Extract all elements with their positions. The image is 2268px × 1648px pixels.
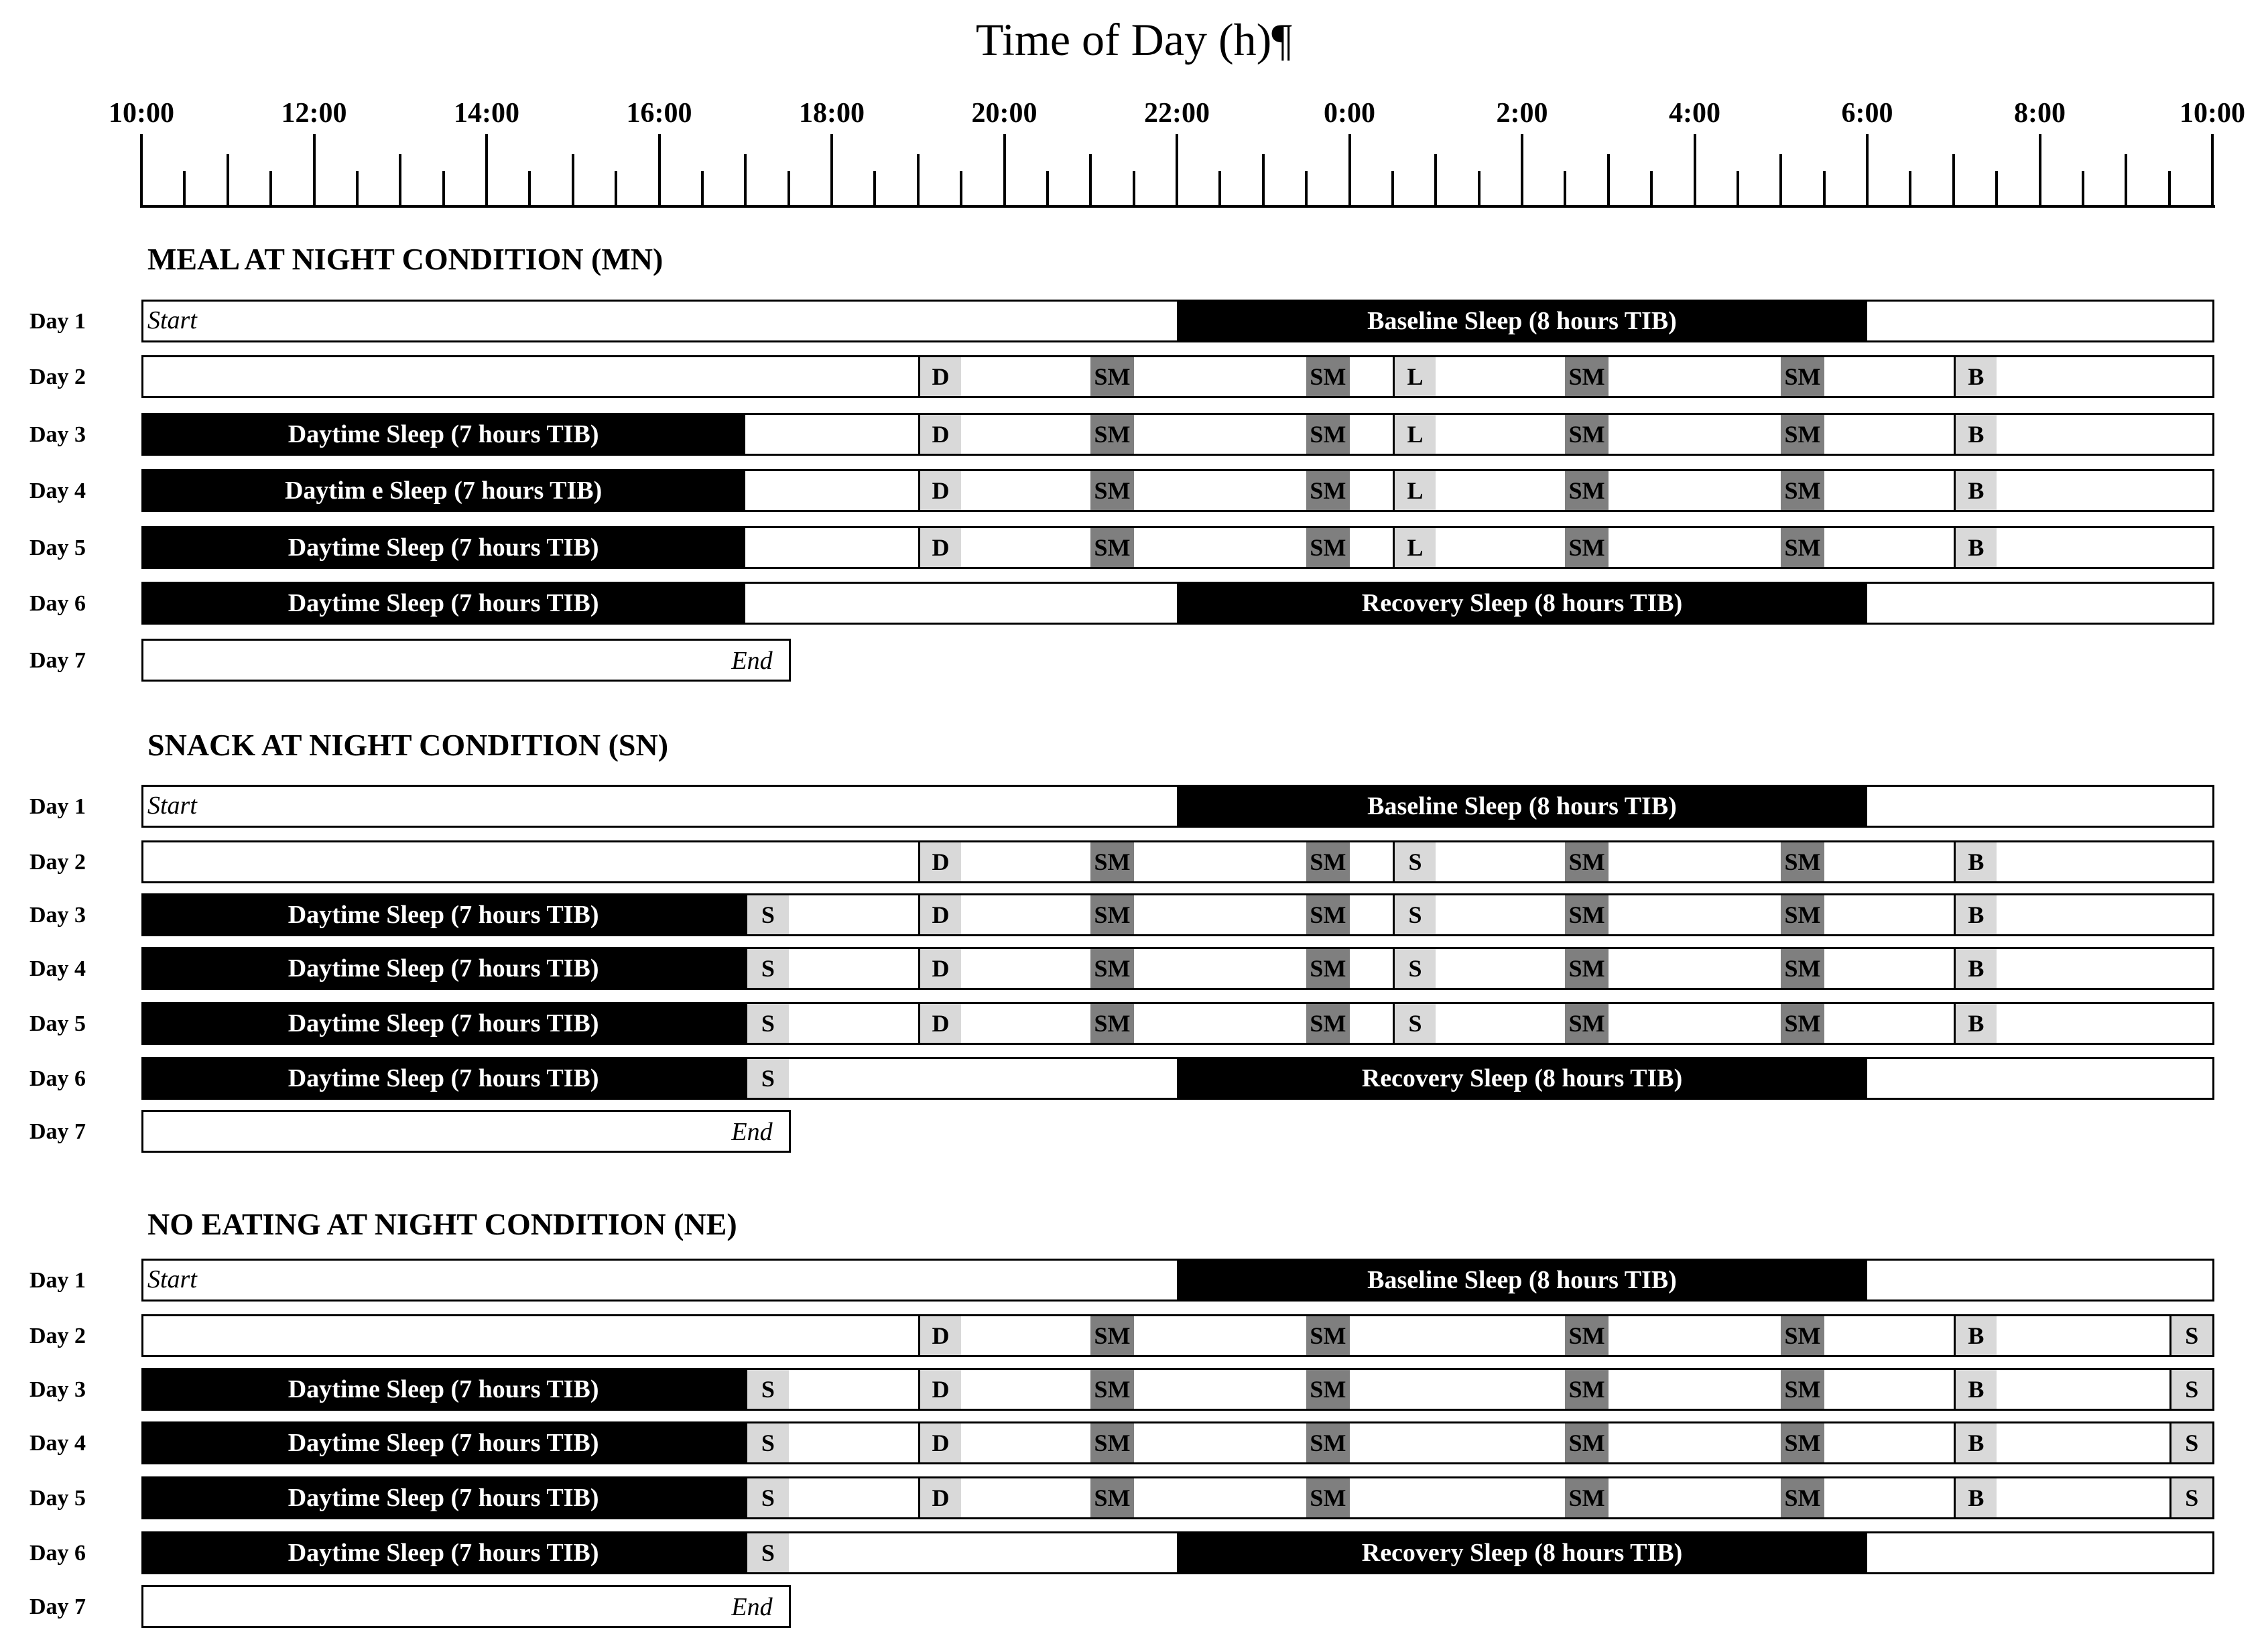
axis-tick — [442, 171, 445, 208]
meal-marker: L — [1393, 415, 1436, 454]
axis-tick — [1348, 134, 1351, 208]
sleep-period: Daytime Sleep (7 hours TIB) — [141, 582, 745, 625]
sm-marker: SM — [1565, 895, 1608, 934]
day-label: Day 5 — [29, 1486, 86, 1511]
axis-tick — [1995, 171, 1998, 208]
sm-marker: SM — [1090, 949, 1133, 988]
sm-marker: SM — [1781, 471, 1824, 510]
meal-marker: S — [1393, 1004, 1436, 1043]
day-timeline-row — [141, 300, 2214, 342]
day-timeline-row — [141, 1476, 2214, 1519]
meal-marker: D — [918, 1004, 961, 1043]
meal-marker: L — [1393, 357, 1436, 396]
meal-marker: B — [1954, 1423, 1997, 1462]
sm-marker: SM — [1090, 1423, 1133, 1462]
meal-marker: D — [918, 415, 961, 454]
meal-marker: D — [918, 842, 961, 881]
day-label: Day 7 — [29, 648, 86, 673]
meal-marker: S — [745, 1478, 788, 1517]
sleep-period: Daytime Sleep (7 hours TIB) — [141, 1476, 745, 1519]
axis-tick — [1952, 154, 1955, 208]
sleep-period: Recovery Sleep (8 hours TIB) — [1177, 582, 1867, 625]
axis-tick — [1434, 154, 1437, 208]
axis-tick — [1909, 171, 1911, 208]
section-title: SNACK AT NIGHT CONDITION (SN) — [147, 728, 669, 762]
sm-marker: SM — [1781, 842, 1824, 881]
sm-marker: SM — [1565, 1370, 1608, 1409]
meal-marker: S — [2169, 1423, 2212, 1462]
meal-marker: L — [1393, 471, 1436, 510]
axis-tick-label: 14:00 — [454, 98, 519, 129]
axis-tick — [227, 154, 229, 208]
sleep-period: Daytime Sleep (7 hours TIB) — [141, 526, 745, 569]
sm-marker: SM — [1565, 528, 1608, 567]
sleep-period: Recovery Sleep (8 hours TIB) — [1177, 1531, 1867, 1574]
sm-marker: SM — [1781, 949, 1824, 988]
axis-tick — [1607, 154, 1610, 208]
axis-tick — [2125, 154, 2127, 208]
axis-tick — [572, 154, 574, 208]
sm-marker: SM — [1306, 357, 1349, 396]
meal-marker: S — [745, 1004, 788, 1043]
meal-marker: S — [745, 1423, 788, 1462]
day-label: Day 6 — [29, 1541, 86, 1566]
sm-marker: SM — [1781, 1316, 1824, 1355]
sleep-period: Daytim e Sleep (7 hours TIB) — [141, 469, 745, 512]
axis-tick — [615, 171, 617, 208]
day-timeline-row — [141, 526, 2214, 569]
axis-tick — [1176, 134, 1178, 208]
sm-marker: SM — [1781, 1370, 1824, 1409]
sm-marker: SM — [1565, 1423, 1608, 1462]
axis-tick — [1262, 154, 1265, 208]
day-label: Day 2 — [29, 365, 86, 389]
sleep-period: Daytime Sleep (7 hours TIB) — [141, 1002, 745, 1045]
meal-marker: D — [918, 1316, 961, 1355]
sm-marker: SM — [1565, 842, 1608, 881]
sm-marker: SM — [1565, 415, 1608, 454]
axis-tick-label: 4:00 — [1669, 98, 1720, 129]
meal-marker: S — [1393, 842, 1436, 881]
axis-tick-label: 10:00 — [2180, 98, 2245, 129]
axis-tick — [269, 171, 272, 208]
axis-tick-label: 20:00 — [971, 98, 1037, 129]
axis-tick-label: 6:00 — [1841, 98, 1893, 129]
start-marker: Start — [147, 1265, 197, 1293]
axis-tick-label: 10:00 — [109, 98, 174, 129]
sm-marker: SM — [1306, 1423, 1349, 1462]
meal-marker: S — [745, 949, 788, 988]
axis-tick — [1478, 171, 1480, 208]
axis-tick — [1391, 171, 1394, 208]
day-timeline-row — [141, 893, 2214, 936]
meal-marker: S — [2169, 1370, 2212, 1409]
meal-marker: D — [918, 1478, 961, 1517]
sm-marker: SM — [1306, 949, 1349, 988]
sm-marker: SM — [1565, 357, 1608, 396]
sleep-period: Baseline Sleep (8 hours TIB) — [1177, 1259, 1867, 1302]
day-timeline-row — [141, 355, 2214, 398]
day-label: Day 7 — [29, 1594, 86, 1619]
sm-marker: SM — [1565, 949, 1608, 988]
sm-marker: SM — [1306, 842, 1349, 881]
end-marker: End — [731, 1593, 773, 1621]
day-label: Day 1 — [29, 794, 86, 819]
axis-tick — [744, 154, 747, 208]
axis-tick — [485, 134, 488, 208]
axis-tick — [1218, 171, 1221, 208]
sleep-period: Daytime Sleep (7 hours TIB) — [141, 1368, 745, 1411]
end-marker: End — [731, 1118, 773, 1146]
axis-tick — [528, 171, 531, 208]
meal-marker: D — [918, 1423, 961, 1462]
sleep-period: Daytime Sleep (7 hours TIB) — [141, 413, 745, 456]
axis-tick — [658, 134, 661, 208]
sm-marker: SM — [1090, 357, 1133, 396]
meal-marker: S — [2169, 1478, 2212, 1517]
day-label: Day 3 — [29, 1377, 86, 1402]
sm-marker: SM — [1781, 1478, 1824, 1517]
sleep-period: Daytime Sleep (7 hours TIB) — [141, 893, 745, 936]
sm-marker: SM — [1565, 1316, 1608, 1355]
sm-marker: SM — [1306, 1478, 1349, 1517]
axis-tick-label: 0:00 — [1324, 98, 1375, 129]
meal-marker: D — [918, 1370, 961, 1409]
axis-tick — [917, 154, 920, 208]
axis-tick — [313, 134, 316, 208]
sleep-period: Daytime Sleep (7 hours TIB) — [141, 947, 745, 990]
axis-tick-label: 12:00 — [281, 98, 347, 129]
day-label: Day 6 — [29, 1066, 86, 1091]
meal-marker: S — [2169, 1316, 2212, 1355]
day-label: Day 3 — [29, 903, 86, 928]
sm-marker: SM — [1781, 895, 1824, 934]
axis-tick-label: 18:00 — [799, 98, 865, 129]
start-marker: Start — [147, 306, 197, 334]
sm-marker: SM — [1781, 528, 1824, 567]
day-timeline-row — [141, 1110, 791, 1153]
end-marker: End — [731, 647, 773, 675]
day-timeline-row — [141, 639, 791, 682]
axis-tick — [2039, 134, 2041, 208]
sm-marker: SM — [1090, 895, 1133, 934]
axis-tick-label: 8:00 — [2014, 98, 2066, 129]
day-label: Day 1 — [29, 1268, 86, 1293]
sm-marker: SM — [1306, 415, 1349, 454]
axis-tick — [830, 134, 833, 208]
day-timeline-row — [141, 469, 2214, 512]
meal-marker: S — [1393, 949, 1436, 988]
day-timeline-row — [141, 582, 2214, 625]
sm-marker: SM — [1090, 528, 1133, 567]
axis-tick — [1823, 171, 1826, 208]
day-label: Day 6 — [29, 591, 86, 616]
start-marker: Start — [147, 791, 197, 820]
axis-tick — [701, 171, 704, 208]
day-timeline-row — [141, 1585, 791, 1628]
sleep-period: Daytime Sleep (7 hours TIB) — [141, 1421, 745, 1464]
day-label: Day 4 — [29, 956, 86, 981]
axis-tick — [1003, 134, 1006, 208]
sleep-period: Daytime Sleep (7 hours TIB) — [141, 1531, 745, 1574]
sm-marker: SM — [1090, 1316, 1133, 1355]
axis-tick — [1564, 171, 1566, 208]
day-label: Day 7 — [29, 1119, 86, 1144]
axis-tick — [183, 171, 186, 208]
sm-marker: SM — [1565, 1004, 1608, 1043]
meal-marker: L — [1393, 528, 1436, 567]
axis-tick — [2082, 171, 2084, 208]
day-label: Day 2 — [29, 1324, 86, 1348]
day-timeline-row — [141, 840, 2214, 883]
day-timeline-row — [141, 785, 2214, 828]
meal-marker: S — [745, 895, 788, 934]
axis-tick — [1650, 171, 1653, 208]
day-label: Day 5 — [29, 1011, 86, 1036]
meal-marker: S — [745, 1059, 788, 1098]
sm-marker: SM — [1090, 1004, 1133, 1043]
day-label: Day 5 — [29, 535, 86, 560]
axis-tick — [1866, 134, 1869, 208]
meal-marker: B — [1954, 415, 1997, 454]
sm-marker: SM — [1565, 1478, 1608, 1517]
sm-marker: SM — [1781, 1004, 1824, 1043]
sleep-period: Baseline Sleep (8 hours TIB) — [1177, 300, 1867, 342]
section-title: MEAL AT NIGHT CONDITION (MN) — [147, 242, 664, 276]
sleep-period: Recovery Sleep (8 hours TIB) — [1177, 1057, 1867, 1100]
sm-marker: SM — [1090, 471, 1133, 510]
axis-tick — [2211, 134, 2214, 208]
sm-marker: SM — [1306, 471, 1349, 510]
day-timeline-row — [141, 947, 2214, 990]
sm-marker: SM — [1781, 415, 1824, 454]
sm-marker: SM — [1306, 1316, 1349, 1355]
axis-tick — [1089, 154, 1092, 208]
meal-marker: S — [1393, 895, 1436, 934]
meal-marker: B — [1954, 1004, 1997, 1043]
axis-tick — [1521, 134, 1523, 208]
axis-tick-label: 22:00 — [1144, 98, 1210, 129]
day-label: Day 2 — [29, 850, 86, 875]
meal-marker: S — [745, 1370, 788, 1409]
meal-marker: B — [1954, 471, 1997, 510]
day-timeline-row — [141, 1002, 2214, 1045]
axis-tick — [1305, 171, 1308, 208]
sm-marker: SM — [1090, 842, 1133, 881]
sleep-period: Daytime Sleep (7 hours TIB) — [141, 1057, 745, 1100]
diagram-title: Time of Day (h)¶ — [975, 14, 1293, 65]
day-timeline-row — [141, 1531, 2214, 1574]
meal-marker: B — [1954, 1316, 1997, 1355]
axis-tick — [1694, 134, 1696, 208]
sm-marker: SM — [1781, 357, 1824, 396]
day-label: Day 4 — [29, 1431, 86, 1456]
day-timeline-row — [141, 1057, 2214, 1100]
axis-tick — [960, 171, 962, 208]
axis-tick — [2168, 171, 2171, 208]
axis-tick — [140, 134, 143, 208]
meal-marker: B — [1954, 1478, 1997, 1517]
axis-tick — [1779, 154, 1782, 208]
meal-marker: B — [1954, 842, 1997, 881]
sm-marker: SM — [1090, 1478, 1133, 1517]
axis-tick — [356, 171, 359, 208]
axis-tick — [399, 154, 401, 208]
axis-tick — [873, 171, 876, 208]
day-timeline-row — [141, 1421, 2214, 1464]
sm-marker: SM — [1090, 415, 1133, 454]
section-title: NO EATING AT NIGHT CONDITION (NE) — [147, 1207, 737, 1241]
meal-marker: B — [1954, 949, 1997, 988]
meal-marker: D — [918, 471, 961, 510]
sleep-period: Baseline Sleep (8 hours TIB) — [1177, 785, 1867, 828]
axis-baseline — [141, 205, 2215, 208]
axis-tick — [788, 171, 790, 208]
day-timeline-row — [141, 413, 2214, 456]
meal-marker: D — [918, 949, 961, 988]
meal-marker: D — [918, 357, 961, 396]
sm-marker: SM — [1306, 1004, 1349, 1043]
axis-tick — [1046, 171, 1049, 208]
meal-marker: D — [918, 895, 961, 934]
sm-marker: SM — [1781, 1423, 1824, 1462]
axis-tick-label: 16:00 — [626, 98, 692, 129]
axis-tick — [1133, 171, 1135, 208]
meal-marker: B — [1954, 895, 1997, 934]
sm-marker: SM — [1306, 528, 1349, 567]
day-timeline-row — [141, 1368, 2214, 1411]
day-label: Day 1 — [29, 309, 86, 334]
axis-tick — [1737, 171, 1739, 208]
day-label: Day 4 — [29, 479, 86, 503]
meal-marker: B — [1954, 1370, 1997, 1409]
meal-marker: D — [918, 528, 961, 567]
meal-marker: S — [745, 1533, 788, 1572]
meal-marker: B — [1954, 528, 1997, 567]
day-label: Day 3 — [29, 422, 86, 447]
sm-marker: SM — [1090, 1370, 1133, 1409]
day-timeline-row — [141, 1259, 2214, 1302]
sm-marker: SM — [1565, 471, 1608, 510]
axis-tick-label: 2:00 — [1496, 98, 1548, 129]
sm-marker: SM — [1306, 1370, 1349, 1409]
sm-marker: SM — [1306, 895, 1349, 934]
day-timeline-row — [141, 1314, 2214, 1357]
meal-marker: B — [1954, 357, 1997, 396]
